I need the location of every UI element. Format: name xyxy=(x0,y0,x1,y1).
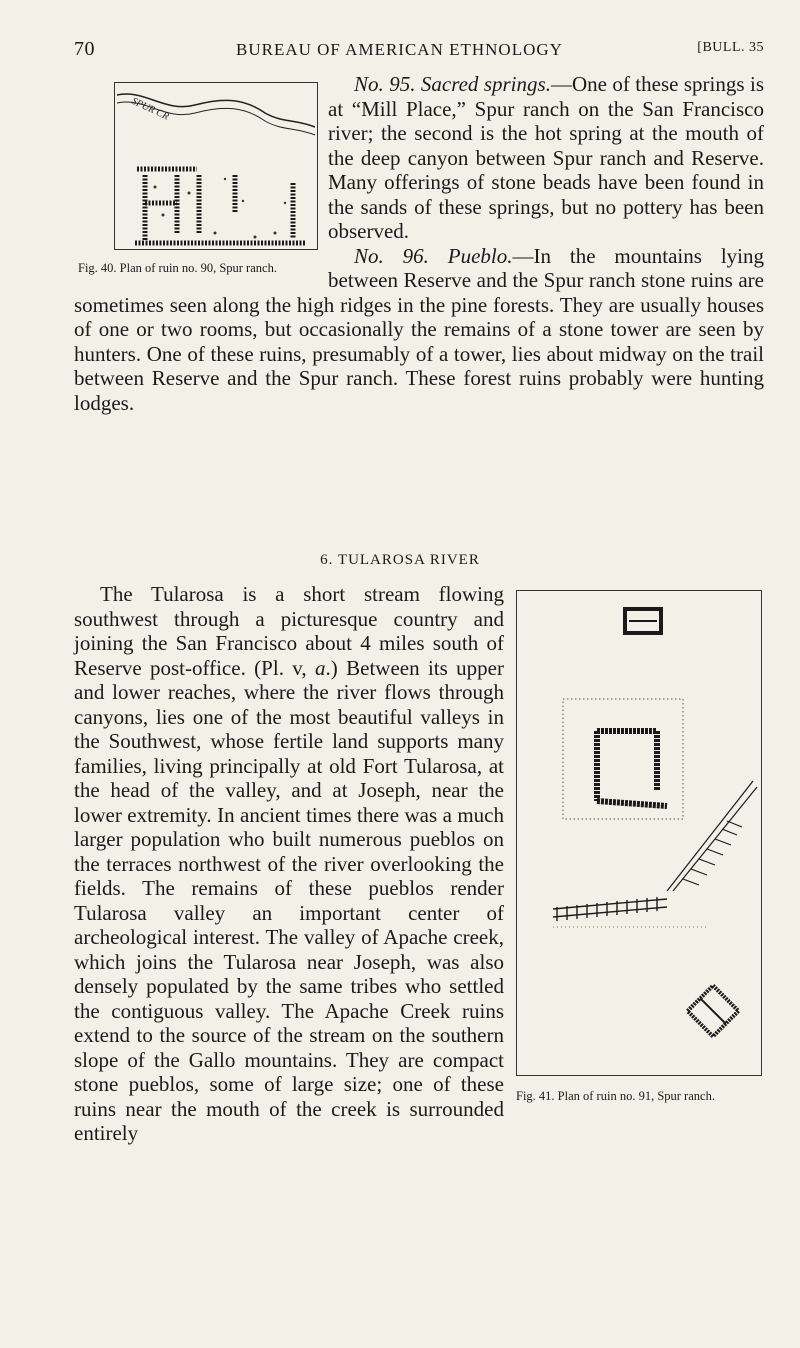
item-95-text: —One of these springs is at “Mill Place,” Spur ranch on the San Francisco river; the second is the hot spring at the mouth of the deep canyon between Spur ranch and Reserve. Many offerings of stone beads have been found in the sands of these springs, but no pottery has been observed. xyxy=(328,72,764,243)
running-header xyxy=(74,38,764,64)
section-springs-pueblo xyxy=(74,72,764,415)
header-title: BUREAU OF AMERICAN ETHNOLOGY xyxy=(236,40,563,59)
figure-40-frame xyxy=(114,82,318,250)
page-number: 70 xyxy=(74,38,95,60)
tularosa-text-2: .) Between its upper and lower reaches, where the river flows through canyons, lies one of the most beautiful valleys in the Southwest, whose fertile land supports many families, living principally at old Fort Tularosa, at the head of the valley, and at Joseph, near the lower extremity. In ancient times there was a much larger population who built numerous pueblos on the terraces northwest of the river overlooking the fields. The remains of these pueblos render Tularosa valley an important center of archeological interest. The valley of Apache creek, which joins the Tularosa near Joseph, was also densely populated by the same tribes who settled the contiguous valley. The Apache Creek ruins extend to the source of the stream on the southern slope of the Gallo mountains. They are compact stone pueblos, some of large size; one of these ruins near the mouth of the creek is surrounded entirely xyxy=(74,655,504,1145)
item-95-heading: No. 95. Sacred springs. xyxy=(354,72,551,96)
ruin-91-plan-drawing xyxy=(517,591,761,1075)
figure-41-caption: Fig. 41. Plan of ruin no. 91, Spur ranch. xyxy=(516,1089,715,1103)
figure-41-frame xyxy=(516,590,762,1076)
section-heading: 6. TULAROSA RIVER xyxy=(320,552,480,568)
item-96-heading: No. 96. Pueblo. xyxy=(354,243,513,268)
figure-41 xyxy=(514,590,764,1118)
figure-40 xyxy=(74,72,318,292)
section-tularosa xyxy=(74,582,764,1146)
creek-label: SPUR CR xyxy=(129,95,171,123)
ruin-90-plan-drawing xyxy=(115,83,317,249)
figure-40-caption: Fig. 40. Plan of ruin no. 90, Spur ranch. xyxy=(78,261,277,275)
bulletin-label: [BULL. 35 xyxy=(697,40,764,55)
plate-letter: a xyxy=(315,655,326,680)
tularosa-text-1: The Tularosa is a short stream flowing southwest through a picturesque country and joining the San Francisco about 4 miles south of Reserve post-office. (Pl. v, xyxy=(74,582,504,680)
item-96-text: —In the mountains lying between Reserve and the Spur ranch stone ruins are sometimes seen along the high ridges in the pine forests. They are usually houses of one or two rooms, but occasionally the remains of a stone tower are seen by hunters. One of these ruins, presumably of a tower, lies about midway on the trail between Reserve and the Spur ranch. These forest ruins probably were hunting lodges. xyxy=(74,243,764,415)
